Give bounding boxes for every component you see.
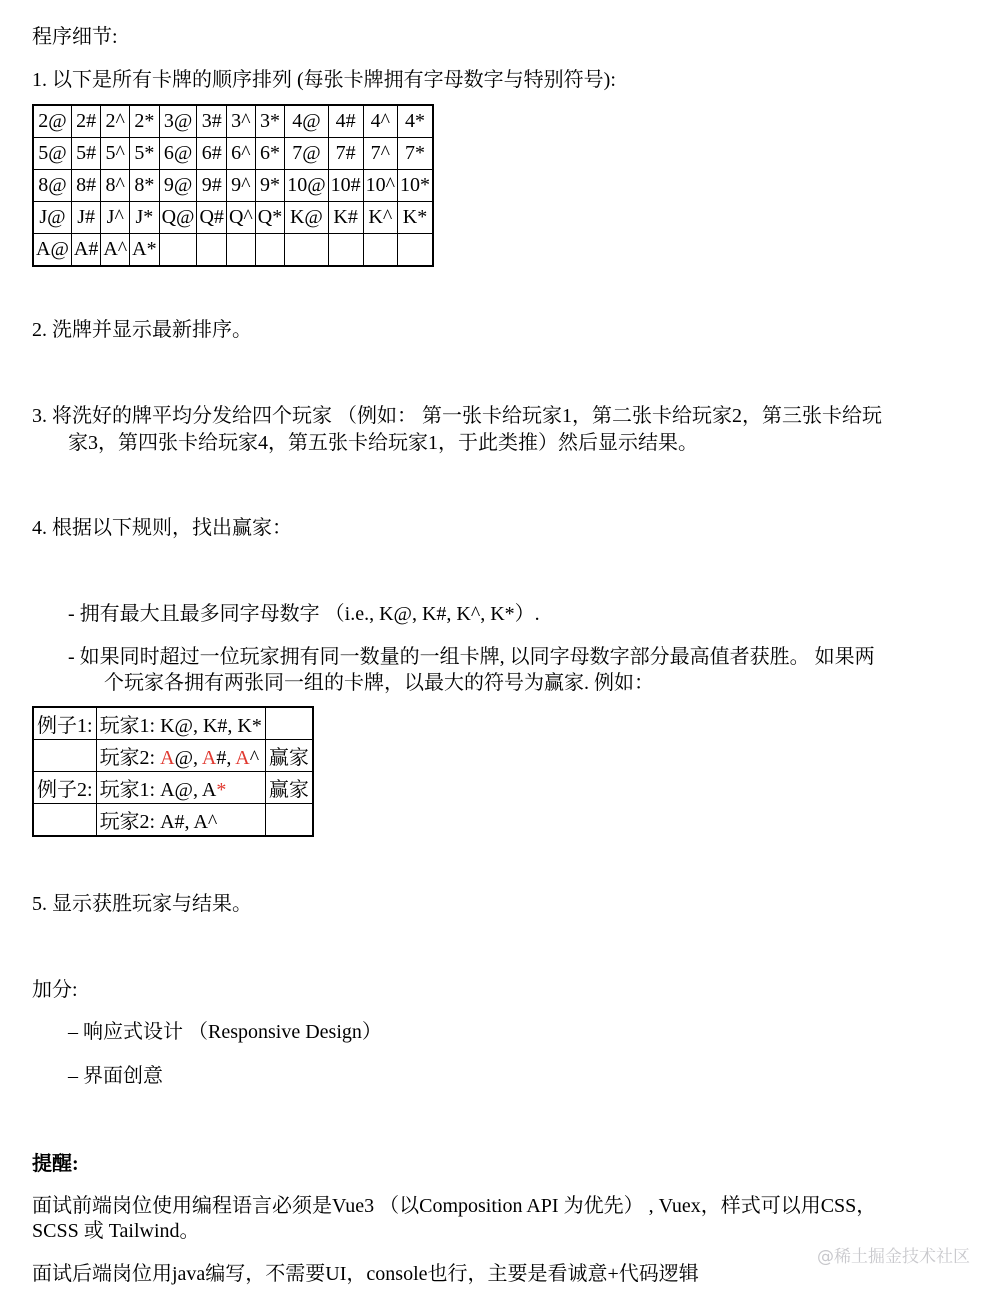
card-cell: Q^ (226, 202, 255, 234)
reminder-line-3: 面试后端岗位用java编写，不需要UI，console也行，主要是看诚意+代码逻辑 (32, 1263, 699, 1285)
example-1-result-empty (265, 707, 313, 740)
card-cell: 4^ (363, 105, 397, 138)
rule-2-line-1: - 如果同时超过一位玩家拥有同一数量的一组卡牌, 以同字母数字部分最高值者获胜。 如果两 (68, 646, 875, 668)
card-cell (197, 234, 226, 267)
example-2-winner: 赢家 (265, 772, 313, 804)
card-cell: 10* (398, 170, 434, 202)
step-3-line-2: 家3，第四张卡给玩家4，第五张卡给玩家1，于此类推）然后显示结果。 (68, 432, 698, 454)
example-2-player-2: 玩家2: A#, A^ (96, 804, 265, 837)
page-title: 程序细节: (32, 26, 118, 48)
step-1-text: 1. 以下是所有卡牌的顺序排列 (每张卡牌拥有字母数字与特别符号): (32, 69, 616, 91)
card-cell: 8* (130, 170, 159, 202)
reminder-title: 提醒: (32, 1153, 79, 1175)
card-cell: 2^ (101, 105, 130, 138)
card-cell (328, 234, 363, 267)
example-2-result-empty (265, 804, 313, 837)
suit: #, (216, 747, 236, 769)
watermark: @稀土掘金技术社区 (817, 1247, 970, 1267)
table-row (33, 105, 433, 138)
card-cell: 5@ (33, 138, 71, 170)
card-cell: A^ (101, 234, 130, 267)
example-2-label-empty (33, 804, 96, 837)
card-cell: 7# (328, 138, 363, 170)
card-cell: 4@ (285, 105, 328, 138)
table-row (33, 170, 433, 202)
card-cell: 6^ (226, 138, 255, 170)
card-cell: 8^ (101, 170, 130, 202)
card-cell: 9@ (159, 170, 197, 202)
suit: ^ (249, 747, 260, 769)
reminder-line-1: 面试前端岗位使用编程语言必须是Vue3 （以Composition API 为优先） , Vuex，样式可以用CSS， (32, 1195, 877, 1217)
table-row (33, 740, 313, 772)
card-cell: 7* (398, 138, 434, 170)
card-cell (398, 234, 434, 267)
card-cell: 5^ (101, 138, 130, 170)
highlight-suit: * (216, 779, 227, 801)
table-row (33, 234, 433, 267)
card-cell: J* (130, 202, 159, 234)
card-cell: 9# (197, 170, 226, 202)
card-cell: 6* (255, 138, 284, 170)
step-2-text: 2. 洗牌并显示最新排序。 (32, 319, 252, 341)
table-row (33, 138, 433, 170)
highlight-rank: A (160, 747, 175, 769)
table-row (33, 772, 313, 804)
card-cell: 6# (197, 138, 226, 170)
card-cell: 4* (398, 105, 434, 138)
example-1-label: 例子1: (33, 707, 96, 740)
reminder-line-2: SCSS 或 Tailwind。 (32, 1220, 200, 1242)
card-cell: J^ (101, 202, 130, 234)
step-4-text: 4. 根据以下规则，找出赢家： (32, 517, 292, 539)
card-cell: 3^ (226, 105, 255, 138)
card-cell: K^ (363, 202, 397, 234)
card-cell: J# (71, 202, 100, 234)
card-cell: A@ (33, 234, 71, 267)
example-2-label: 例子2: (33, 772, 96, 804)
card-cell: 10@ (285, 170, 328, 202)
card-cell: 3# (197, 105, 226, 138)
card-cell: 8@ (33, 170, 71, 202)
player-label: 玩家2: (99, 747, 161, 769)
card-cell: 9* (255, 170, 284, 202)
card-cell: 4# (328, 105, 363, 138)
player-cards: 玩家1: A@, A (99, 779, 217, 801)
card-cell: 10^ (363, 170, 397, 202)
example-1-winner: 赢家 (265, 740, 313, 772)
bonus-item-2: – 界面创意 (68, 1065, 163, 1087)
card-cell: 2# (71, 105, 100, 138)
card-cell: 6@ (159, 138, 197, 170)
card-cell: 8# (71, 170, 100, 202)
card-cell: K# (328, 202, 363, 234)
card-cell: 2@ (33, 105, 71, 138)
card-cell: Q# (197, 202, 226, 234)
suit: @, (174, 747, 202, 769)
card-cell: 5# (71, 138, 100, 170)
card-cell: K@ (285, 202, 328, 234)
rule-2-line-2: 个玩家各拥有两张同一组的卡牌，以最大的符号为赢家. 例如： (104, 672, 654, 694)
table-row (33, 202, 433, 234)
highlight-rank: A (201, 747, 217, 769)
example-1-player-2 (96, 740, 265, 772)
table-row (33, 804, 313, 837)
rule-1: - 拥有最大且最多同字母数字 （i.e., K@, K#, K^, K*）. (68, 603, 540, 625)
step-5-text: 5. 显示获胜玩家与结果。 (32, 893, 252, 915)
table-row (33, 707, 313, 740)
card-cell: J@ (33, 202, 71, 234)
card-cell: 2* (130, 105, 159, 138)
card-cell: 7^ (363, 138, 397, 170)
card-order-table (32, 104, 434, 267)
card-cell: 7@ (285, 138, 328, 170)
step-3-line-1: 3. 将洗好的牌平均分发给四个玩家 （例如： 第一张卡给玩家1，第二张卡给玩家2，第三张卡给玩 (32, 405, 882, 427)
card-cell (226, 234, 255, 267)
card-cell: A# (71, 234, 100, 267)
card-cell: A* (130, 234, 159, 267)
card-cell: K* (398, 202, 434, 234)
card-cell (255, 234, 284, 267)
highlight-rank: A (235, 747, 250, 769)
bonus-item-1: – 响应式设计 （Responsive Design） (68, 1021, 382, 1043)
card-cell: 3* (255, 105, 284, 138)
card-cell: 10# (328, 170, 363, 202)
card-cell: 3@ (159, 105, 197, 138)
card-cell (285, 234, 328, 267)
card-cell: 9^ (226, 170, 255, 202)
card-cell: Q* (255, 202, 284, 234)
card-cell: 5* (130, 138, 159, 170)
card-cell (159, 234, 197, 267)
examples-table (32, 706, 314, 837)
example-2-player-1 (96, 772, 265, 804)
example-1-label-empty (33, 740, 96, 772)
card-cell: Q@ (159, 202, 197, 234)
bonus-title: 加分: (32, 979, 78, 1001)
example-1-player-1: 玩家1: K@, K#, K* (96, 707, 265, 740)
card-cell (363, 234, 397, 267)
